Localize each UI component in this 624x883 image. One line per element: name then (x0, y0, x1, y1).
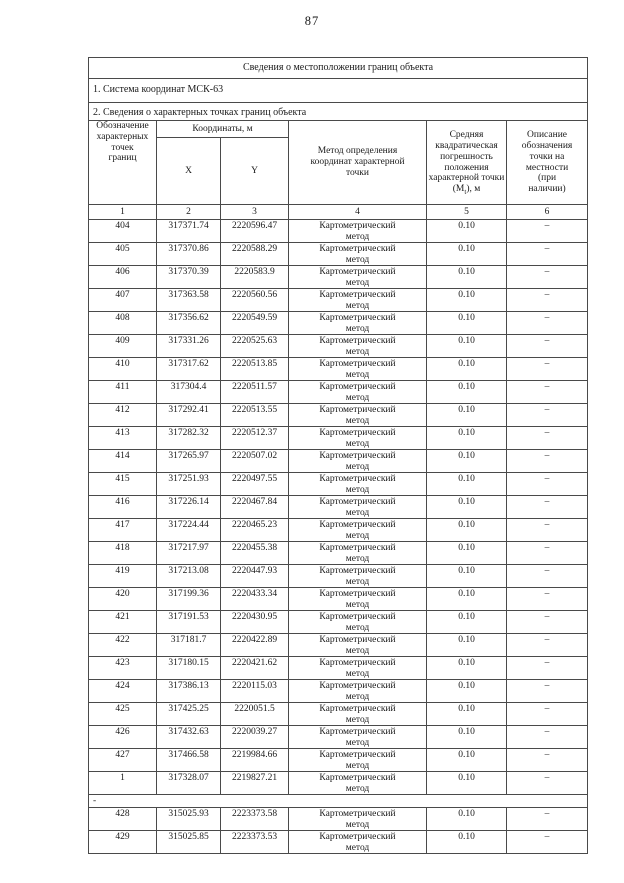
coord-x-cell: 317331.26 (157, 335, 221, 358)
mt-error-cell: 0.10 (427, 831, 507, 854)
mt-error-cell: 0.10 (427, 473, 507, 496)
method-text: Картометрический метод (319, 405, 396, 426)
point-id-cell: 417 (89, 519, 157, 542)
coordinate-system-row (89, 79, 588, 103)
mt-error-cell: 0.10 (427, 496, 507, 519)
coord-x-cell: 317265.97 (157, 450, 221, 473)
point-id-cell: 1 (89, 772, 157, 795)
header-mt-error (427, 121, 507, 205)
column-number-2: 2 (157, 205, 221, 220)
method-text: Картометрический метод (319, 612, 396, 633)
coord-x-cell: 317425.25 (157, 703, 221, 726)
coordinate-system-label: 1. Система координат МСК-63 (89, 79, 588, 103)
method-text: Картометрический метод (319, 750, 396, 771)
description-cell: – (507, 634, 588, 657)
header-mt-prefix: Средняя квадратическая погрешность положения характерной точки (М (428, 130, 505, 195)
coord-x-cell: 317180.15 (157, 657, 221, 680)
header-x: X (157, 138, 221, 205)
mt-error-cell: 0.10 (427, 335, 507, 358)
coord-x-cell: 317191.53 (157, 611, 221, 634)
coord-y-cell: 2220467.84 (221, 496, 289, 519)
point-id-cell: 420 (89, 588, 157, 611)
method-text: Картометрический метод (319, 451, 396, 472)
point-id-cell: 424 (89, 680, 157, 703)
description-cell: – (507, 266, 588, 289)
coord-y-cell: 2220039.27 (221, 726, 289, 749)
coord-y-cell: 2223373.53 (221, 831, 289, 854)
method-text: Картометрический метод (319, 497, 396, 518)
mt-error-cell: 0.10 (427, 312, 507, 335)
method-cell (289, 220, 427, 243)
description-cell: – (507, 312, 588, 335)
coord-y-cell: 2220051.5 (221, 703, 289, 726)
coord-y-cell: 2220588.29 (221, 243, 289, 266)
header-point-designation: Обозначение характерных точек границ (89, 121, 157, 205)
column-number-6: 6 (507, 205, 588, 220)
method-cell (289, 450, 427, 473)
coord-y-cell: 2220596.47 (221, 220, 289, 243)
coord-x-cell: 315025.85 (157, 831, 221, 854)
mt-error-cell: 0.10 (427, 427, 507, 450)
coord-y-cell: 2220421.62 (221, 657, 289, 680)
description-cell: – (507, 565, 588, 588)
method-cell (289, 634, 427, 657)
point-id-cell: 428 (89, 808, 157, 831)
coord-y-cell: 2219984.66 (221, 749, 289, 772)
description-cell: – (507, 611, 588, 634)
method-cell (289, 749, 427, 772)
method-cell (289, 680, 427, 703)
coord-x-cell: 317251.93 (157, 473, 221, 496)
coord-y-cell: 2220560.56 (221, 289, 289, 312)
mt-error-cell: 0.10 (427, 220, 507, 243)
method-text: Картометрический метод (319, 382, 396, 403)
coord-x-cell: 317386.13 (157, 680, 221, 703)
method-cell (289, 358, 427, 381)
description-cell: – (507, 473, 588, 496)
method-cell (289, 496, 427, 519)
mt-error-cell: 0.10 (427, 657, 507, 680)
method-cell (289, 312, 427, 335)
point-id-cell: 416 (89, 496, 157, 519)
description-cell: – (507, 772, 588, 795)
description-cell: – (507, 404, 588, 427)
point-id-cell: 405 (89, 243, 157, 266)
method-text: Картометрический метод (319, 336, 396, 357)
mt-error-cell: 0.10 (427, 565, 507, 588)
description-cell: – (507, 496, 588, 519)
table-row (89, 404, 588, 427)
coord-x-cell: 317370.39 (157, 266, 221, 289)
method-text: Картометрический метод (319, 832, 396, 853)
description-cell: – (507, 657, 588, 680)
description-cell: – (507, 831, 588, 854)
point-id-cell: 410 (89, 358, 157, 381)
description-cell: – (507, 381, 588, 404)
description-cell: – (507, 749, 588, 772)
description-cell: – (507, 519, 588, 542)
coordinate-rows (89, 58, 588, 854)
method-text: Картометрический метод (319, 244, 396, 265)
description-cell: – (507, 243, 588, 266)
point-id-cell: 423 (89, 657, 157, 680)
coord-x-cell: 317317.62 (157, 358, 221, 381)
column-number-5: 5 (427, 205, 507, 220)
method-cell (289, 404, 427, 427)
method-text: Картометрический метод (319, 773, 396, 794)
table-row (89, 450, 588, 473)
method-text: Картометрический метод (319, 290, 396, 311)
table-title-row (89, 58, 588, 79)
point-id-cell: 418 (89, 542, 157, 565)
method-cell (289, 657, 427, 680)
point-id-cell: 413 (89, 427, 157, 450)
method-cell (289, 289, 427, 312)
method-text: Картометрический метод (319, 543, 396, 564)
mt-error-cell: 0.10 (427, 519, 507, 542)
method-cell (289, 565, 427, 588)
point-id-cell: 429 (89, 831, 157, 854)
mt-error-cell: 0.10 (427, 772, 507, 795)
mt-error-cell: 0.10 (427, 289, 507, 312)
table-row (89, 703, 588, 726)
description-cell: – (507, 542, 588, 565)
coord-x-cell: 317213.08 (157, 565, 221, 588)
method-text: Картометрический метод (319, 704, 396, 725)
coord-x-cell: 317199.36 (157, 588, 221, 611)
point-id-cell: 422 (89, 634, 157, 657)
table-row (89, 427, 588, 450)
table-row (89, 808, 588, 831)
header-mt-subscript: t (464, 187, 467, 196)
coord-x-cell: 317304.4 (157, 381, 221, 404)
coord-x-cell: 317363.58 (157, 289, 221, 312)
description-cell: – (507, 335, 588, 358)
method-text: Картометрический метод (319, 566, 396, 587)
method-text: Картометрический метод (319, 221, 396, 242)
description-cell: – (507, 289, 588, 312)
coord-y-cell: 2223373.58 (221, 808, 289, 831)
mt-error-cell: 0.10 (427, 404, 507, 427)
coord-y-cell: 2220115.03 (221, 680, 289, 703)
separator-cell: - (89, 795, 588, 808)
header-y: Y (221, 138, 289, 205)
method-text: Картометрический метод (319, 809, 396, 830)
mt-error-cell: 0.10 (427, 450, 507, 473)
mt-error-cell: 0.10 (427, 680, 507, 703)
coord-x-cell: 315025.93 (157, 808, 221, 831)
coord-x-cell: 317370.86 (157, 243, 221, 266)
column-number-4: 4 (289, 205, 427, 220)
coord-x-cell: 317217.97 (157, 542, 221, 565)
description-cell: – (507, 220, 588, 243)
coord-x-cell: 317371.74 (157, 220, 221, 243)
method-text: Картометрический метод (319, 520, 396, 541)
method-text: Картометрический метод (319, 681, 396, 702)
description-cell: – (507, 703, 588, 726)
table-row (89, 634, 588, 657)
point-id-cell: 425 (89, 703, 157, 726)
description-cell: – (507, 808, 588, 831)
header-mt-suffix: ), м (466, 184, 481, 195)
mt-error-cell: 0.10 (427, 726, 507, 749)
coord-x-cell: 317356.62 (157, 312, 221, 335)
method-cell (289, 243, 427, 266)
boundary-points-table (88, 57, 588, 854)
coord-y-cell: 2220433.34 (221, 588, 289, 611)
method-cell (289, 703, 427, 726)
method-cell (289, 588, 427, 611)
method-cell (289, 611, 427, 634)
table-row (89, 381, 588, 404)
coord-x-cell: 317282.32 (157, 427, 221, 450)
method-cell (289, 772, 427, 795)
coord-y-cell: 2220511.57 (221, 381, 289, 404)
coord-x-cell: 317466.58 (157, 749, 221, 772)
method-text: Картометрический метод (319, 359, 396, 380)
method-text: Картометрический метод (319, 428, 396, 449)
column-numbers-row (89, 205, 588, 220)
point-id-cell: 404 (89, 220, 157, 243)
method-text: Картометрический метод (319, 313, 396, 334)
method-cell (289, 335, 427, 358)
section2-row (89, 103, 588, 121)
table-row (89, 565, 588, 588)
description-cell: – (507, 588, 588, 611)
method-cell (289, 519, 427, 542)
coord-y-cell: 2220447.93 (221, 565, 289, 588)
coord-y-cell: 2220513.85 (221, 358, 289, 381)
method-text: Картометрический метод (319, 658, 396, 679)
table-row (89, 473, 588, 496)
coord-y-cell: 2220513.55 (221, 404, 289, 427)
point-id-cell: 419 (89, 565, 157, 588)
coord-y-cell: 2220430.95 (221, 611, 289, 634)
coord-x-cell: 317432.63 (157, 726, 221, 749)
method-cell (289, 726, 427, 749)
description-cell: – (507, 358, 588, 381)
point-id-cell: 421 (89, 611, 157, 634)
method-cell (289, 808, 427, 831)
mt-error-cell: 0.10 (427, 588, 507, 611)
coord-y-cell: 2220583.9 (221, 266, 289, 289)
mt-error-cell: 0.10 (427, 381, 507, 404)
mt-error-cell: 0.10 (427, 808, 507, 831)
coord-y-cell: 2220455.38 (221, 542, 289, 565)
table-row (89, 772, 588, 795)
coord-x-cell: 317226.14 (157, 496, 221, 519)
table-row (89, 243, 588, 266)
method-cell (289, 266, 427, 289)
table-row (89, 220, 588, 243)
method-text: Картометрический метод (319, 267, 396, 288)
table-row (89, 289, 588, 312)
method-cell (289, 473, 427, 496)
coord-x-cell: 317292.41 (157, 404, 221, 427)
page-number: 87 (304, 14, 320, 28)
header-coordinates-group: Координаты, м (157, 121, 289, 138)
table-row (89, 657, 588, 680)
table-row (89, 496, 588, 519)
coord-x-cell: 317181.7 (157, 634, 221, 657)
method-text: Картометрический метод (319, 474, 396, 495)
table-row (89, 611, 588, 634)
mt-error-cell: 0.10 (427, 703, 507, 726)
description-cell: – (507, 680, 588, 703)
point-id-cell: 411 (89, 381, 157, 404)
description-cell: – (507, 427, 588, 450)
separator-row (89, 795, 588, 808)
method-text: Картометрический метод (319, 589, 396, 610)
coord-y-cell: 2220549.59 (221, 312, 289, 335)
point-id-cell: 409 (89, 335, 157, 358)
header-method: Метод определения координат характерной точки (289, 121, 427, 205)
column-number-1: 1 (89, 205, 157, 220)
method-text: Картометрический метод (319, 727, 396, 748)
description-cell: – (507, 726, 588, 749)
table-row (89, 680, 588, 703)
table-row (89, 266, 588, 289)
table-title: Сведения о местоположении границ объекта (89, 58, 588, 79)
table-row (89, 831, 588, 854)
method-cell (289, 831, 427, 854)
header-description: Описание обозначения точки на местности (при наличии) (507, 121, 588, 205)
method-cell (289, 381, 427, 404)
coord-y-cell: 2220422.89 (221, 634, 289, 657)
mt-error-cell: 0.10 (427, 243, 507, 266)
point-id-cell: 426 (89, 726, 157, 749)
point-id-cell: 407 (89, 289, 157, 312)
table-row (89, 312, 588, 335)
column-number-3: 3 (221, 205, 289, 220)
table-row (89, 726, 588, 749)
table-row (89, 588, 588, 611)
description-cell: – (507, 450, 588, 473)
mt-error-cell: 0.10 (427, 634, 507, 657)
point-id-cell: 412 (89, 404, 157, 427)
table-row (89, 519, 588, 542)
method-cell (289, 427, 427, 450)
coord-y-cell: 2220465.23 (221, 519, 289, 542)
table-row (89, 358, 588, 381)
mt-error-cell: 0.10 (427, 358, 507, 381)
mt-error-cell: 0.10 (427, 266, 507, 289)
mt-error-cell: 0.10 (427, 542, 507, 565)
point-id-cell: 408 (89, 312, 157, 335)
coord-y-cell: 2219827.21 (221, 772, 289, 795)
coord-x-cell: 317328.07 (157, 772, 221, 795)
table-row (89, 542, 588, 565)
coord-y-cell: 2220497.55 (221, 473, 289, 496)
method-cell (289, 542, 427, 565)
section2-label: 2. Сведения о характерных точках границ объекта (89, 103, 588, 121)
method-text: Картометрический метод (319, 635, 396, 656)
mt-error-cell: 0.10 (427, 611, 507, 634)
table-row (89, 749, 588, 772)
coord-y-cell: 2220512.37 (221, 427, 289, 450)
coord-y-cell: 2220525.63 (221, 335, 289, 358)
table-row (89, 335, 588, 358)
coord-x-cell: 317224.44 (157, 519, 221, 542)
point-id-cell: 414 (89, 450, 157, 473)
point-id-cell: 406 (89, 266, 157, 289)
point-id-cell: 427 (89, 749, 157, 772)
header-row-top (89, 121, 588, 138)
coord-y-cell: 2220507.02 (221, 450, 289, 473)
mt-error-cell: 0.10 (427, 749, 507, 772)
point-id-cell: 415 (89, 473, 157, 496)
